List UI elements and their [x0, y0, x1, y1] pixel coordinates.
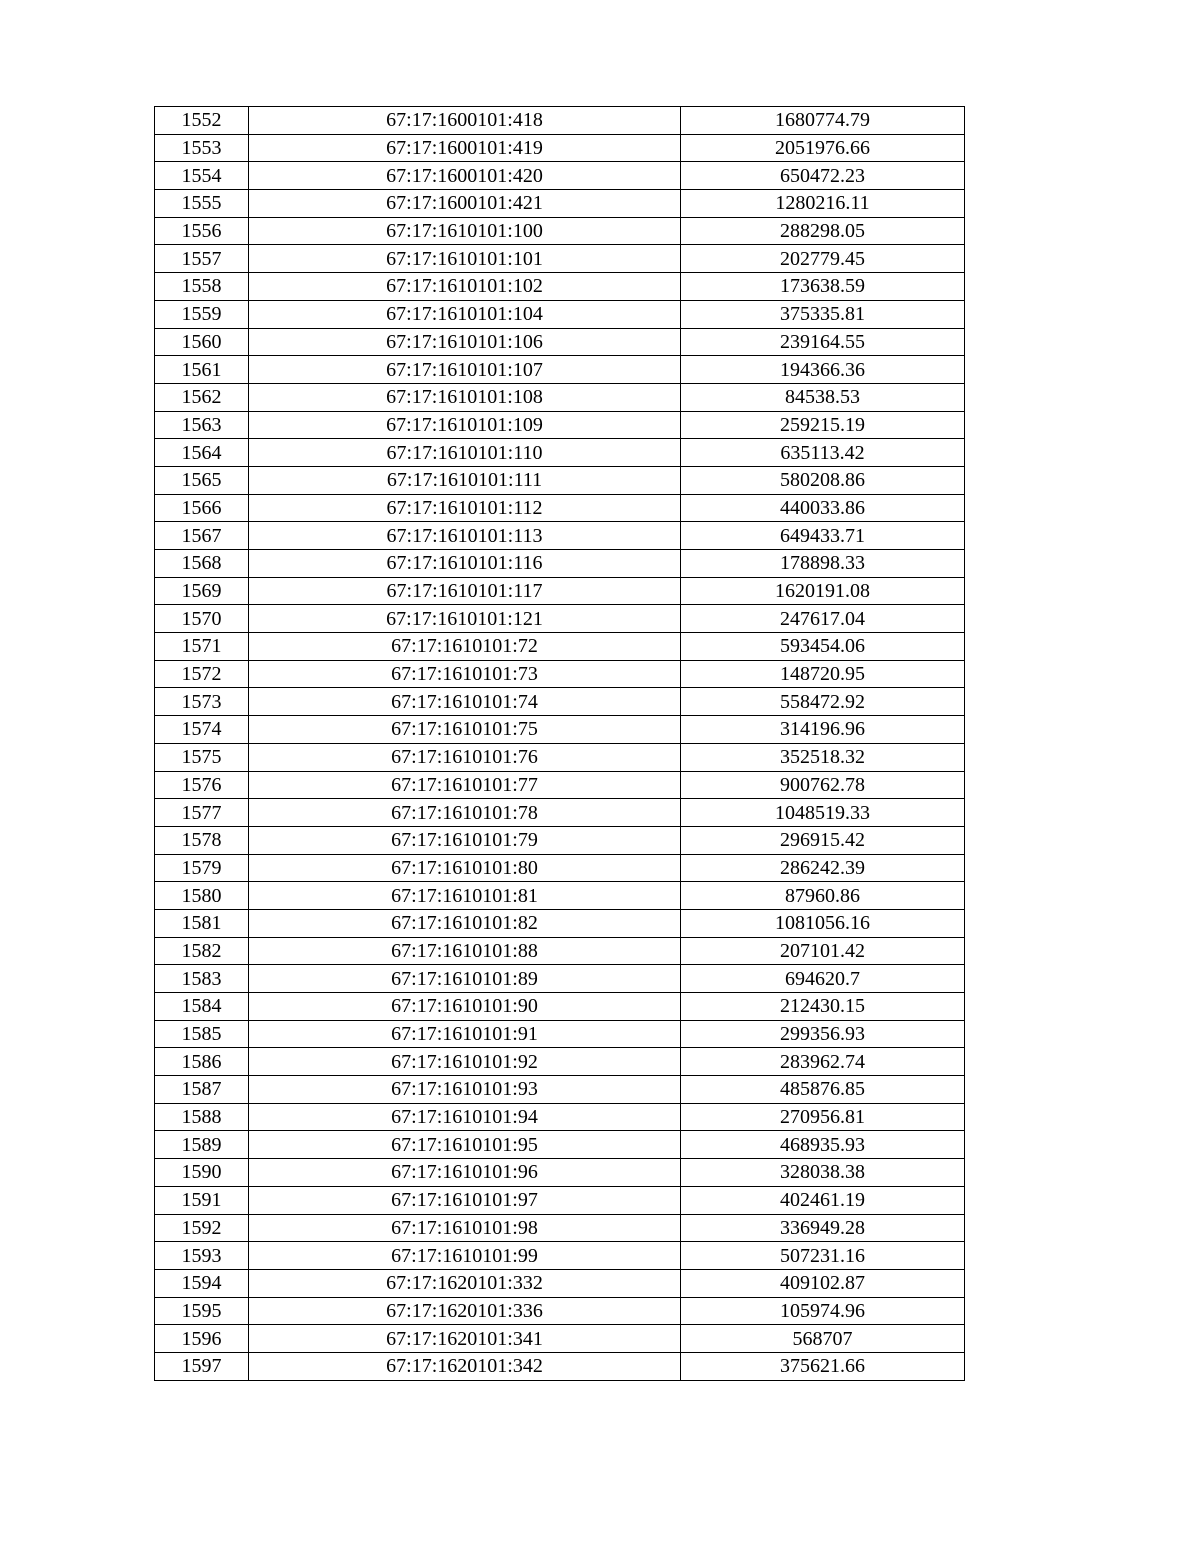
value-cell: 87960.86: [681, 882, 965, 910]
cadastral-number-cell: 67:17:1600101:421: [249, 190, 681, 218]
row-number-cell: 1564: [155, 439, 249, 467]
cadastral-number-cell: 67:17:1610101:109: [249, 411, 681, 439]
value-cell: 299356.93: [681, 1020, 965, 1048]
value-cell: 283962.74: [681, 1048, 965, 1076]
row-number-cell: 1595: [155, 1297, 249, 1325]
value-cell: 84538.53: [681, 383, 965, 411]
value-cell: 507231.16: [681, 1242, 965, 1270]
row-number-cell: 1563: [155, 411, 249, 439]
table-row: [155, 965, 965, 993]
cadastral-value-table: [154, 106, 965, 1381]
table-row: [155, 1214, 965, 1242]
cadastral-number-cell: 67:17:1600101:419: [249, 134, 681, 162]
value-cell: 635113.42: [681, 439, 965, 467]
value-cell: 1280216.11: [681, 190, 965, 218]
cadastral-number-cell: 67:17:1620101:336: [249, 1297, 681, 1325]
value-cell: 650472.23: [681, 162, 965, 190]
row-number-cell: 1556: [155, 217, 249, 245]
table-row: [155, 1242, 965, 1270]
value-cell: 402461.19: [681, 1186, 965, 1214]
table-row: [155, 633, 965, 661]
value-cell: 900762.78: [681, 771, 965, 799]
table-row: [155, 190, 965, 218]
row-number-cell: 1585: [155, 1020, 249, 1048]
value-cell: 468935.93: [681, 1131, 965, 1159]
value-cell: 409102.87: [681, 1269, 965, 1297]
row-number-cell: 1590: [155, 1159, 249, 1187]
row-number-cell: 1557: [155, 245, 249, 273]
value-cell: 105974.96: [681, 1297, 965, 1325]
cadastral-number-cell: 67:17:1610101:96: [249, 1159, 681, 1187]
table-row: [155, 217, 965, 245]
row-number-cell: 1594: [155, 1269, 249, 1297]
row-number-cell: 1576: [155, 771, 249, 799]
table-row: [155, 605, 965, 633]
table-row: [155, 273, 965, 301]
value-cell: 593454.06: [681, 633, 965, 661]
table-row: [155, 162, 965, 190]
cadastral-number-cell: 67:17:1610101:104: [249, 300, 681, 328]
value-cell: 259215.19: [681, 411, 965, 439]
value-cell: 239164.55: [681, 328, 965, 356]
value-cell: 568707: [681, 1325, 965, 1353]
table-row: [155, 300, 965, 328]
table-row: [155, 799, 965, 827]
row-number-cell: 1586: [155, 1048, 249, 1076]
cadastral-number-cell: 67:17:1620101:342: [249, 1352, 681, 1380]
table-row: [155, 383, 965, 411]
row-number-cell: 1558: [155, 273, 249, 301]
table-row: [155, 107, 965, 135]
table-row: [155, 1076, 965, 1104]
row-number-cell: 1565: [155, 466, 249, 494]
row-number-cell: 1575: [155, 743, 249, 771]
cadastral-number-cell: 67:17:1610101:102: [249, 273, 681, 301]
cadastral-number-cell: 67:17:1610101:100: [249, 217, 681, 245]
cadastral-number-cell: 67:17:1610101:110: [249, 439, 681, 467]
row-number-cell: 1579: [155, 854, 249, 882]
table-row: [155, 1159, 965, 1187]
row-number-cell: 1578: [155, 826, 249, 854]
cadastral-number-cell: 67:17:1610101:101: [249, 245, 681, 273]
table-row: [155, 716, 965, 744]
row-number-cell: 1581: [155, 909, 249, 937]
table-row: [155, 826, 965, 854]
table-row: [155, 1131, 965, 1159]
row-number-cell: 1569: [155, 577, 249, 605]
value-cell: 148720.95: [681, 660, 965, 688]
value-cell: 173638.59: [681, 273, 965, 301]
cadastral-number-cell: 67:17:1620101:341: [249, 1325, 681, 1353]
value-cell: 336949.28: [681, 1214, 965, 1242]
row-number-cell: 1577: [155, 799, 249, 827]
row-number-cell: 1592: [155, 1214, 249, 1242]
cadastral-number-cell: 67:17:1610101:112: [249, 494, 681, 522]
cadastral-number-cell: 67:17:1610101:90: [249, 993, 681, 1021]
table-row: [155, 882, 965, 910]
value-cell: 178898.33: [681, 550, 965, 578]
cadastral-number-cell: 67:17:1610101:73: [249, 660, 681, 688]
table-row: [155, 439, 965, 467]
table-row: [155, 743, 965, 771]
row-number-cell: 1566: [155, 494, 249, 522]
table-row: [155, 1103, 965, 1131]
cadastral-number-cell: 67:17:1610101:121: [249, 605, 681, 633]
value-cell: 288298.05: [681, 217, 965, 245]
table-row: [155, 909, 965, 937]
table-row: [155, 522, 965, 550]
cadastral-number-cell: 67:17:1610101:72: [249, 633, 681, 661]
table-row: [155, 494, 965, 522]
cadastral-number-cell: 67:17:1610101:107: [249, 356, 681, 384]
cadastral-number-cell: 67:17:1610101:89: [249, 965, 681, 993]
cadastral-number-cell: 67:17:1610101:108: [249, 383, 681, 411]
cadastral-number-cell: 67:17:1610101:88: [249, 937, 681, 965]
cadastral-number-cell: 67:17:1610101:99: [249, 1242, 681, 1270]
value-cell: 296915.42: [681, 826, 965, 854]
cadastral-number-cell: 67:17:1610101:113: [249, 522, 681, 550]
value-cell: 558472.92: [681, 688, 965, 716]
value-cell: 352518.32: [681, 743, 965, 771]
cadastral-number-cell: 67:17:1610101:116: [249, 550, 681, 578]
value-cell: 270956.81: [681, 1103, 965, 1131]
cadastral-number-cell: 67:17:1610101:80: [249, 854, 681, 882]
value-cell: 1048519.33: [681, 799, 965, 827]
value-cell: 286242.39: [681, 854, 965, 882]
value-cell: 580208.86: [681, 466, 965, 494]
row-number-cell: 1591: [155, 1186, 249, 1214]
row-number-cell: 1587: [155, 1076, 249, 1104]
cadastral-number-cell: 67:17:1610101:98: [249, 1214, 681, 1242]
table-row: [155, 854, 965, 882]
table-row: [155, 1020, 965, 1048]
row-number-cell: 1567: [155, 522, 249, 550]
table-row: [155, 1325, 965, 1353]
row-number-cell: 1583: [155, 965, 249, 993]
value-cell: 202779.45: [681, 245, 965, 273]
table-row: [155, 660, 965, 688]
row-number-cell: 1572: [155, 660, 249, 688]
row-number-cell: 1555: [155, 190, 249, 218]
row-number-cell: 1559: [155, 300, 249, 328]
table-row: [155, 1297, 965, 1325]
row-number-cell: 1593: [155, 1242, 249, 1270]
row-number-cell: 1570: [155, 605, 249, 633]
cadastral-number-cell: 67:17:1610101:92: [249, 1048, 681, 1076]
table-row: [155, 1269, 965, 1297]
value-cell: 694620.7: [681, 965, 965, 993]
cadastral-number-cell: 67:17:1610101:77: [249, 771, 681, 799]
table-row: [155, 937, 965, 965]
table-row: [155, 771, 965, 799]
table-body: [155, 107, 965, 1381]
cadastral-number-cell: 67:17:1610101:94: [249, 1103, 681, 1131]
cadastral-number-cell: 67:17:1610101:81: [249, 882, 681, 910]
row-number-cell: 1589: [155, 1131, 249, 1159]
row-number-cell: 1560: [155, 328, 249, 356]
value-cell: 375621.66: [681, 1352, 965, 1380]
cadastral-number-cell: 67:17:1610101:78: [249, 799, 681, 827]
cadastral-number-cell: 67:17:1610101:76: [249, 743, 681, 771]
row-number-cell: 1597: [155, 1352, 249, 1380]
cadastral-number-cell: 67:17:1600101:418: [249, 107, 681, 135]
table-row: [155, 411, 965, 439]
cadastral-number-cell: 67:17:1610101:91: [249, 1020, 681, 1048]
table-row: [155, 328, 965, 356]
row-number-cell: 1573: [155, 688, 249, 716]
value-cell: 485876.85: [681, 1076, 965, 1104]
row-number-cell: 1562: [155, 383, 249, 411]
value-cell: 247617.04: [681, 605, 965, 633]
row-number-cell: 1554: [155, 162, 249, 190]
table-row: [155, 356, 965, 384]
value-cell: 375335.81: [681, 300, 965, 328]
row-number-cell: 1584: [155, 993, 249, 1021]
cadastral-number-cell: 67:17:1610101:74: [249, 688, 681, 716]
row-number-cell: 1561: [155, 356, 249, 384]
value-cell: 212430.15: [681, 993, 965, 1021]
table-row: [155, 550, 965, 578]
value-cell: 328038.38: [681, 1159, 965, 1187]
cadastral-number-cell: 67:17:1610101:93: [249, 1076, 681, 1104]
cadastral-number-cell: 67:17:1610101:111: [249, 466, 681, 494]
table-row: [155, 577, 965, 605]
row-number-cell: 1596: [155, 1325, 249, 1353]
value-cell: 1680774.79: [681, 107, 965, 135]
value-cell: 1620191.08: [681, 577, 965, 605]
table-row: [155, 688, 965, 716]
value-cell: 314196.96: [681, 716, 965, 744]
row-number-cell: 1571: [155, 633, 249, 661]
cadastral-number-cell: 67:17:1600101:420: [249, 162, 681, 190]
table-row: [155, 466, 965, 494]
table-row: [155, 1352, 965, 1380]
table-row: [155, 245, 965, 273]
cadastral-number-cell: 67:17:1610101:117: [249, 577, 681, 605]
value-cell: 1081056.16: [681, 909, 965, 937]
value-cell: 649433.71: [681, 522, 965, 550]
row-number-cell: 1553: [155, 134, 249, 162]
row-number-cell: 1582: [155, 937, 249, 965]
row-number-cell: 1568: [155, 550, 249, 578]
value-cell: 207101.42: [681, 937, 965, 965]
cadastral-number-cell: 67:17:1620101:332: [249, 1269, 681, 1297]
cadastral-number-cell: 67:17:1610101:75: [249, 716, 681, 744]
cadastral-number-cell: 67:17:1610101:97: [249, 1186, 681, 1214]
table-row: [155, 134, 965, 162]
value-cell: 2051976.66: [681, 134, 965, 162]
value-cell: 194366.36: [681, 356, 965, 384]
row-number-cell: 1588: [155, 1103, 249, 1131]
cadastral-number-cell: 67:17:1610101:95: [249, 1131, 681, 1159]
row-number-cell: 1552: [155, 107, 249, 135]
cadastral-number-cell: 67:17:1610101:79: [249, 826, 681, 854]
table-row: [155, 1048, 965, 1076]
table-row: [155, 1186, 965, 1214]
row-number-cell: 1580: [155, 882, 249, 910]
cadastral-number-cell: 67:17:1610101:106: [249, 328, 681, 356]
table-row: [155, 993, 965, 1021]
value-cell: 440033.86: [681, 494, 965, 522]
row-number-cell: 1574: [155, 716, 249, 744]
cadastral-number-cell: 67:17:1610101:82: [249, 909, 681, 937]
